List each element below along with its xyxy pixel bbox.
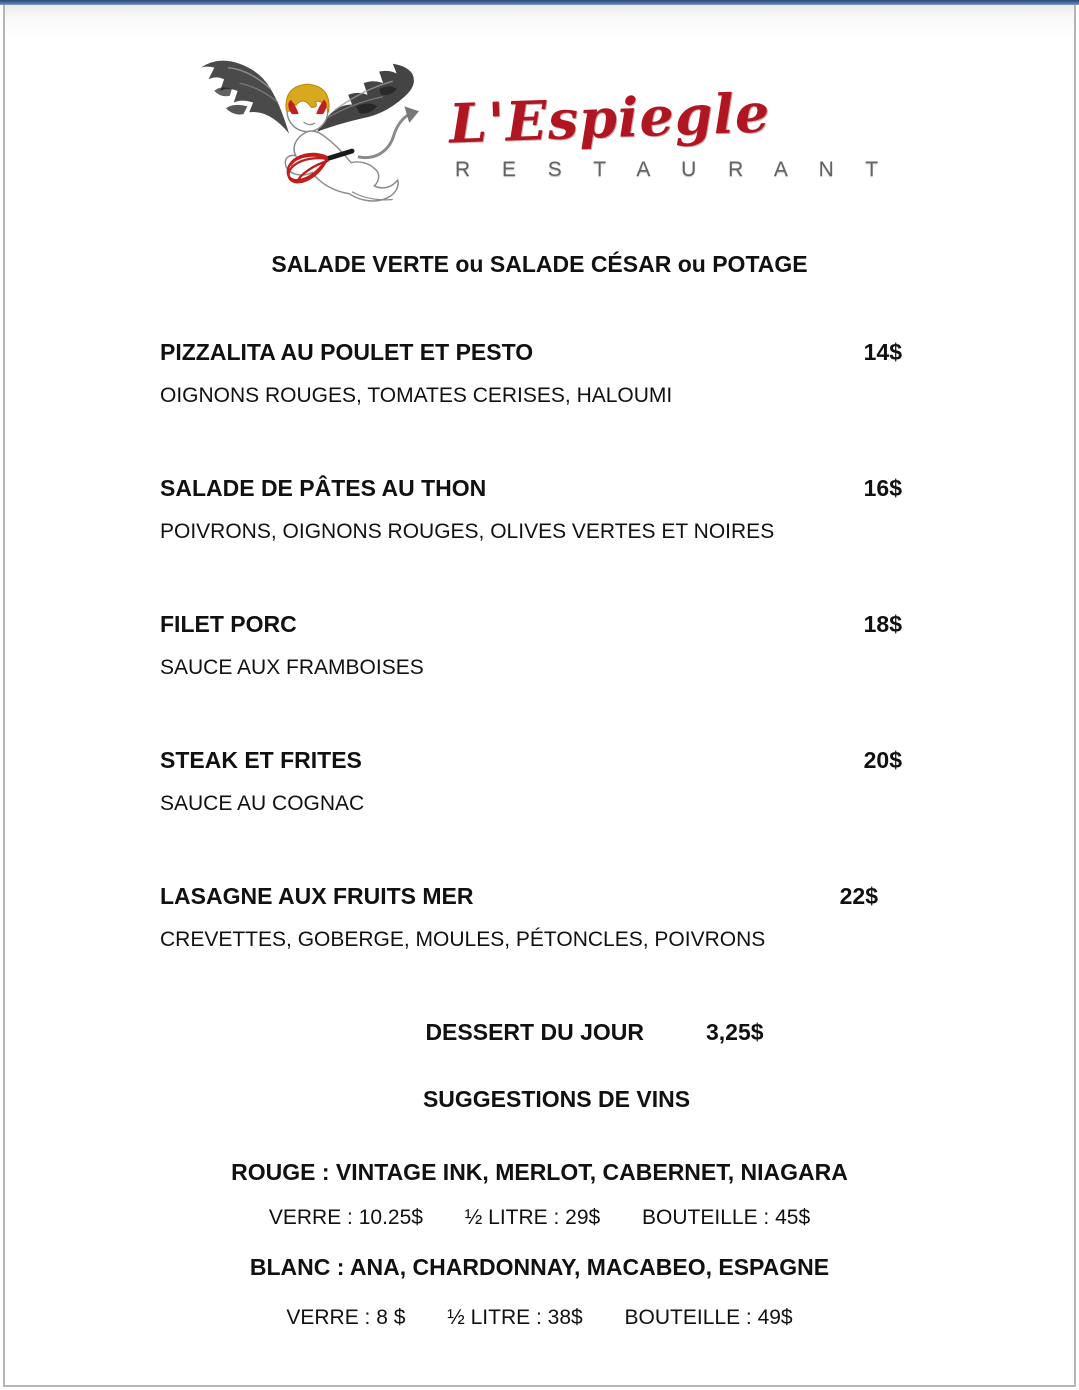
- menu-item: [5, 883, 1074, 951]
- starter-note: SALADE VERTE ou SALADE CÉSAR ou POTAGE: [271, 251, 808, 277]
- wine-price: BOUTEILLE : 45$: [642, 1206, 811, 1229]
- wine-price: ½ LITRE : 29$: [464, 1206, 601, 1229]
- logo: [5, 55, 1074, 217]
- item-price: 14$: [863, 339, 902, 365]
- dessert-price: 3,25$: [705, 1019, 764, 1045]
- wines-title: SUGGESTIONS DE VINS: [422, 1086, 691, 1112]
- item-description: POIVRONS, OIGNONS ROUGES, OLIVES VERTES ET NOIRES: [160, 520, 775, 543]
- menu-sheet: [3, 5, 1076, 1387]
- item-name: LASAGNE AUX FRUITS MER: [160, 883, 474, 909]
- item-description: SAUCE AU COGNAC: [160, 792, 365, 815]
- wine-group-rouge-prices: [5, 1206, 1074, 1229]
- item-description: CREVETTES, GOBERGE, MOULES, PÉTONCLES, POIVRONS: [160, 928, 766, 951]
- wine-price: ½ LITRE : 38$: [447, 1306, 583, 1329]
- dessert-line: [5, 1019, 1074, 1045]
- item-name: FILET PORC: [160, 611, 297, 637]
- menu-item: [5, 339, 1074, 407]
- wine-price: BOUTEILLE : 49$: [624, 1306, 793, 1329]
- item-price: 22$: [839, 883, 878, 909]
- item-row: [160, 883, 902, 909]
- item-row: [160, 611, 902, 637]
- wine-group-rouge-names: ROUGE : VINTAGE INK, MERLOT, CABERNET, NIAGARA: [231, 1159, 848, 1185]
- brand-name: L'Espiegle: [447, 80, 772, 156]
- item-row: [160, 475, 902, 501]
- item-price: 18$: [863, 611, 902, 637]
- dessert-label: DESSERT DU JOUR: [425, 1019, 644, 1045]
- item-row: [160, 747, 902, 773]
- wine-price: VERRE : 8 $: [286, 1306, 406, 1329]
- item-description: OIGNONS ROUGES, TOMATES CERISES, HALOUMI: [160, 384, 673, 407]
- menu-list: [5, 339, 1074, 951]
- item-name: SALADE DE PÂTES AU THON: [160, 475, 487, 501]
- menu-item: [5, 475, 1074, 543]
- wine-price: VERRE : 10.25$: [268, 1206, 423, 1229]
- menu-item: [5, 747, 1074, 815]
- brand-text: [447, 80, 892, 182]
- cherub-logo-icon: [188, 56, 423, 216]
- item-row: [160, 339, 902, 365]
- top-accent-bar: [0, 0, 1079, 5]
- wine-group-blanc-names: BLANC : ANA, CHARDONNAY, MACABEO, ESPAGNE: [249, 1254, 830, 1280]
- item-price: 16$: [863, 475, 902, 501]
- item-name: STEAK ET FRITES: [160, 747, 362, 773]
- menu-item: [5, 611, 1074, 679]
- dessert-inner: [425, 1019, 763, 1045]
- item-name: PIZZALITA AU POULET ET PESTO: [160, 339, 534, 365]
- item-price: 20$: [863, 747, 902, 773]
- wine-group-blanc-prices: [5, 1306, 1074, 1329]
- item-description: SAUCE AUX FRAMBOISES: [160, 656, 424, 679]
- brand-subtitle: R E S T A U R A N T: [454, 158, 892, 181]
